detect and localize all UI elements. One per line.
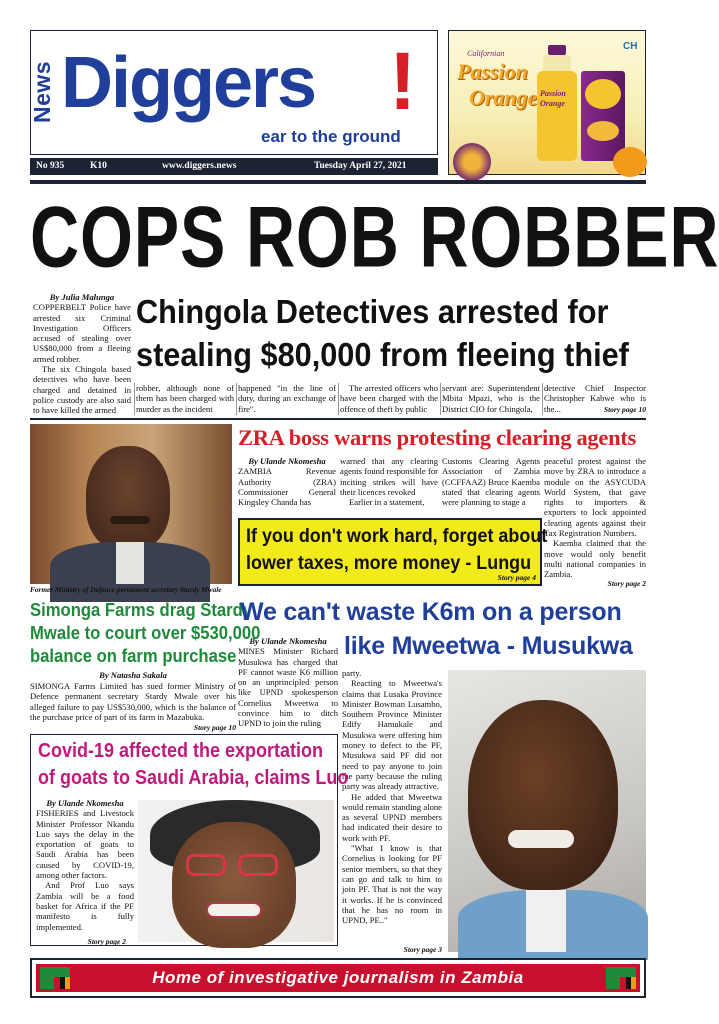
footer-slogan: Home of investigative journalism in Zambia [152,968,524,987]
ad-logo: CH [623,41,638,52]
bottle-label-1: Passion [540,89,566,98]
masthead [30,30,438,155]
mweetwa-jump[interactable]: Story page 3 [403,945,442,954]
masthead-tagline: ear to the ground [261,127,401,146]
lead-banner: COPS ROB ROBBER [30,190,719,286]
stardy-jump[interactable]: Story page 10 [193,723,236,732]
mweetwa-headline-line2: like Mweetwa - Musukwa [344,632,633,660]
covid-body: By Ulande Nkomesha FISHERIES and Livestock Minister Professor Nkandu Luo says the delay in the exportation of goats to Saudi Arabia has been caused by COVID-19, among other factors. And Prof Luo says Zambia will be a food basket for Africa if the PF manifesto is fully implemented. [36,798,134,932]
lungu-box[interactable] [238,518,548,586]
lead-col-5: servant are: Superintendent Mbita Mpazi, who is the District CIO for Chingola, [442,383,540,414]
zra-col-4: peaceful protest against the move by ZRA to introduce a module on the ASYCUDA World System, that gave rights to importers & exporters to lock appointed clearing agents against their Tax Registration Numbers. Kaemba claimed that the move would only benefit multi national companies in Zambia. [544,456,646,580]
lead-col-2: robber, although none of them has been charged with murder as the incident [136,383,234,414]
stardy-headline: Simonga Farms drag Stardy Mwale to court over $530,000 balance on farm purchase [30,599,261,666]
lead-col-1: By Julia Malunga COPPERBELT Police have arrested six Criminal Investigation Officers accused of stealing over US$80,000 from a fleeing armed robber. The six Chingola based detectives who have been charged and detained in police custody are also said to have killed the armed [33,292,131,416]
rule [440,383,441,415]
luo-photo [138,800,334,942]
ad-brand: Californian [467,49,505,58]
fruit-image [453,143,491,181]
rule [542,383,543,415]
masthead-title: Diggers [61,43,316,123]
section-divider [30,418,646,420]
issue-number: No 935 [36,161,65,171]
carton-image [581,71,625,161]
zra-col-1: By Ulande Nkomesha ZAMBIA Revenue Authority (ZRA) Commissioner General Kingsley Chanda has [238,456,336,508]
covid-byline: By Ulande Nkomesha [46,798,124,808]
zambia-flag-right [606,967,636,989]
stardy-byline: By Natasha Sakala [99,670,167,680]
lead-col-3: happened "in the line of duty, during an exchange of fire". [238,383,336,414]
lead-headline [136,292,648,375]
mweetwa-col-2: party. Reacting to Mweetwa's claims that Lusaka Province Minister Bowman Lusambo, Southern Province Minister Edify Hamukale and Musukwa were offering him money to defect to the PF, Musukwa said PF did not need to pay anyone to join the party because the ruling party was already attractive. He added that Mweetwa would remain standing alone as several UPND members had indicated their desire to work with PF. "What I know is that Cornelius is looking for PF senior members, so that they can go and talk to him to join PF. That is not the way it works. If he is convinced that he has no room in UPND, PE.." [342,668,442,926]
zra-jump[interactable]: Story page 2 [607,579,646,588]
footer-inner [36,964,640,992]
masthead-exclaim: ! [389,36,417,127]
mweetwa-headline-line1: We can't waste K6m on a person [240,598,622,626]
lead-headline-line1: Chingola Detectives arrested for [136,293,609,330]
top-rule [30,180,646,184]
price: K10 [90,161,107,171]
orange-image [613,147,647,177]
lead-col-4: The arrested officers who have been charged with the offence of theft by public [340,383,438,414]
lungu-jump: Story page 4 [497,573,536,582]
musukwa-photo [448,670,646,952]
ad-passion-orange[interactable] [448,30,646,175]
covid-headline: Covid-19 affected the exportation of goats to Saudi Arabia, claims Luo [38,740,349,789]
ad-product-line2: Orange [469,85,538,110]
rule [236,383,237,415]
stardy-body: SIMONGA Farms Limited has sued former Ministry of Defence permanent secretary Stardy Mwale over his alleged failure to pay US$530,000, which is the balance of the purchase price of part of its farm in Mazabuka. [30,681,236,722]
rule [134,383,135,415]
news-label: News [29,60,55,123]
website[interactable]: www.diggers.news [162,161,237,171]
zra-col-2: warned that any clearing agents found responsible for inciting strikes will have their licences revoked Earlier in a statement, [340,456,438,508]
mweetwa-byline: By Ulande Nkomesha [249,636,327,646]
lead-col-6: detective Chief Inspector Christopher Kabwe who is the... [544,383,646,414]
lungu-line1: If you don't work hard, forget about [246,525,548,547]
stardy-caption: Former Ministry of Defence permanent secretary Stardy Mwale [30,585,222,594]
ad-product-line1: Passion [457,59,528,84]
lead-headline-line2: stealing $80,000 from fleeing thief [136,336,629,373]
zra-headline: ZRA boss warns protesting clearing agents [238,425,636,450]
lead-jump[interactable]: Story page 10 [603,405,646,414]
stardy-photo [30,424,232,584]
footer-band [30,958,646,998]
rule [338,383,339,415]
bottle-image [537,45,577,163]
zra-col-3: Customs Clearing Agents Association of Zambia (CCFFAAZ) Bruce Kaemba stated that clearing agents were planning to stage a [442,456,540,508]
lead-byline: By Julia Malunga [49,292,115,302]
zra-byline: By Ulande Nkomesha [248,456,326,466]
covid-jump[interactable]: Story page 2 [87,937,126,946]
bottle-label-2: Orange [540,99,565,108]
issue-date: Tuesday April 27, 2021 [314,161,407,171]
mweetwa-col-1: By Ulande Nkomesha MINES Minister Richard Musukwa has charged that PF cannot waste K6 million on an unprincipled person like UPND spokesperson Cornelius Mweetwa to convince him to ditch UPND to join the ruling [238,636,338,729]
lungu-line2: lower taxes, more money - Lungu [246,552,532,574]
info-bar [30,158,438,175]
